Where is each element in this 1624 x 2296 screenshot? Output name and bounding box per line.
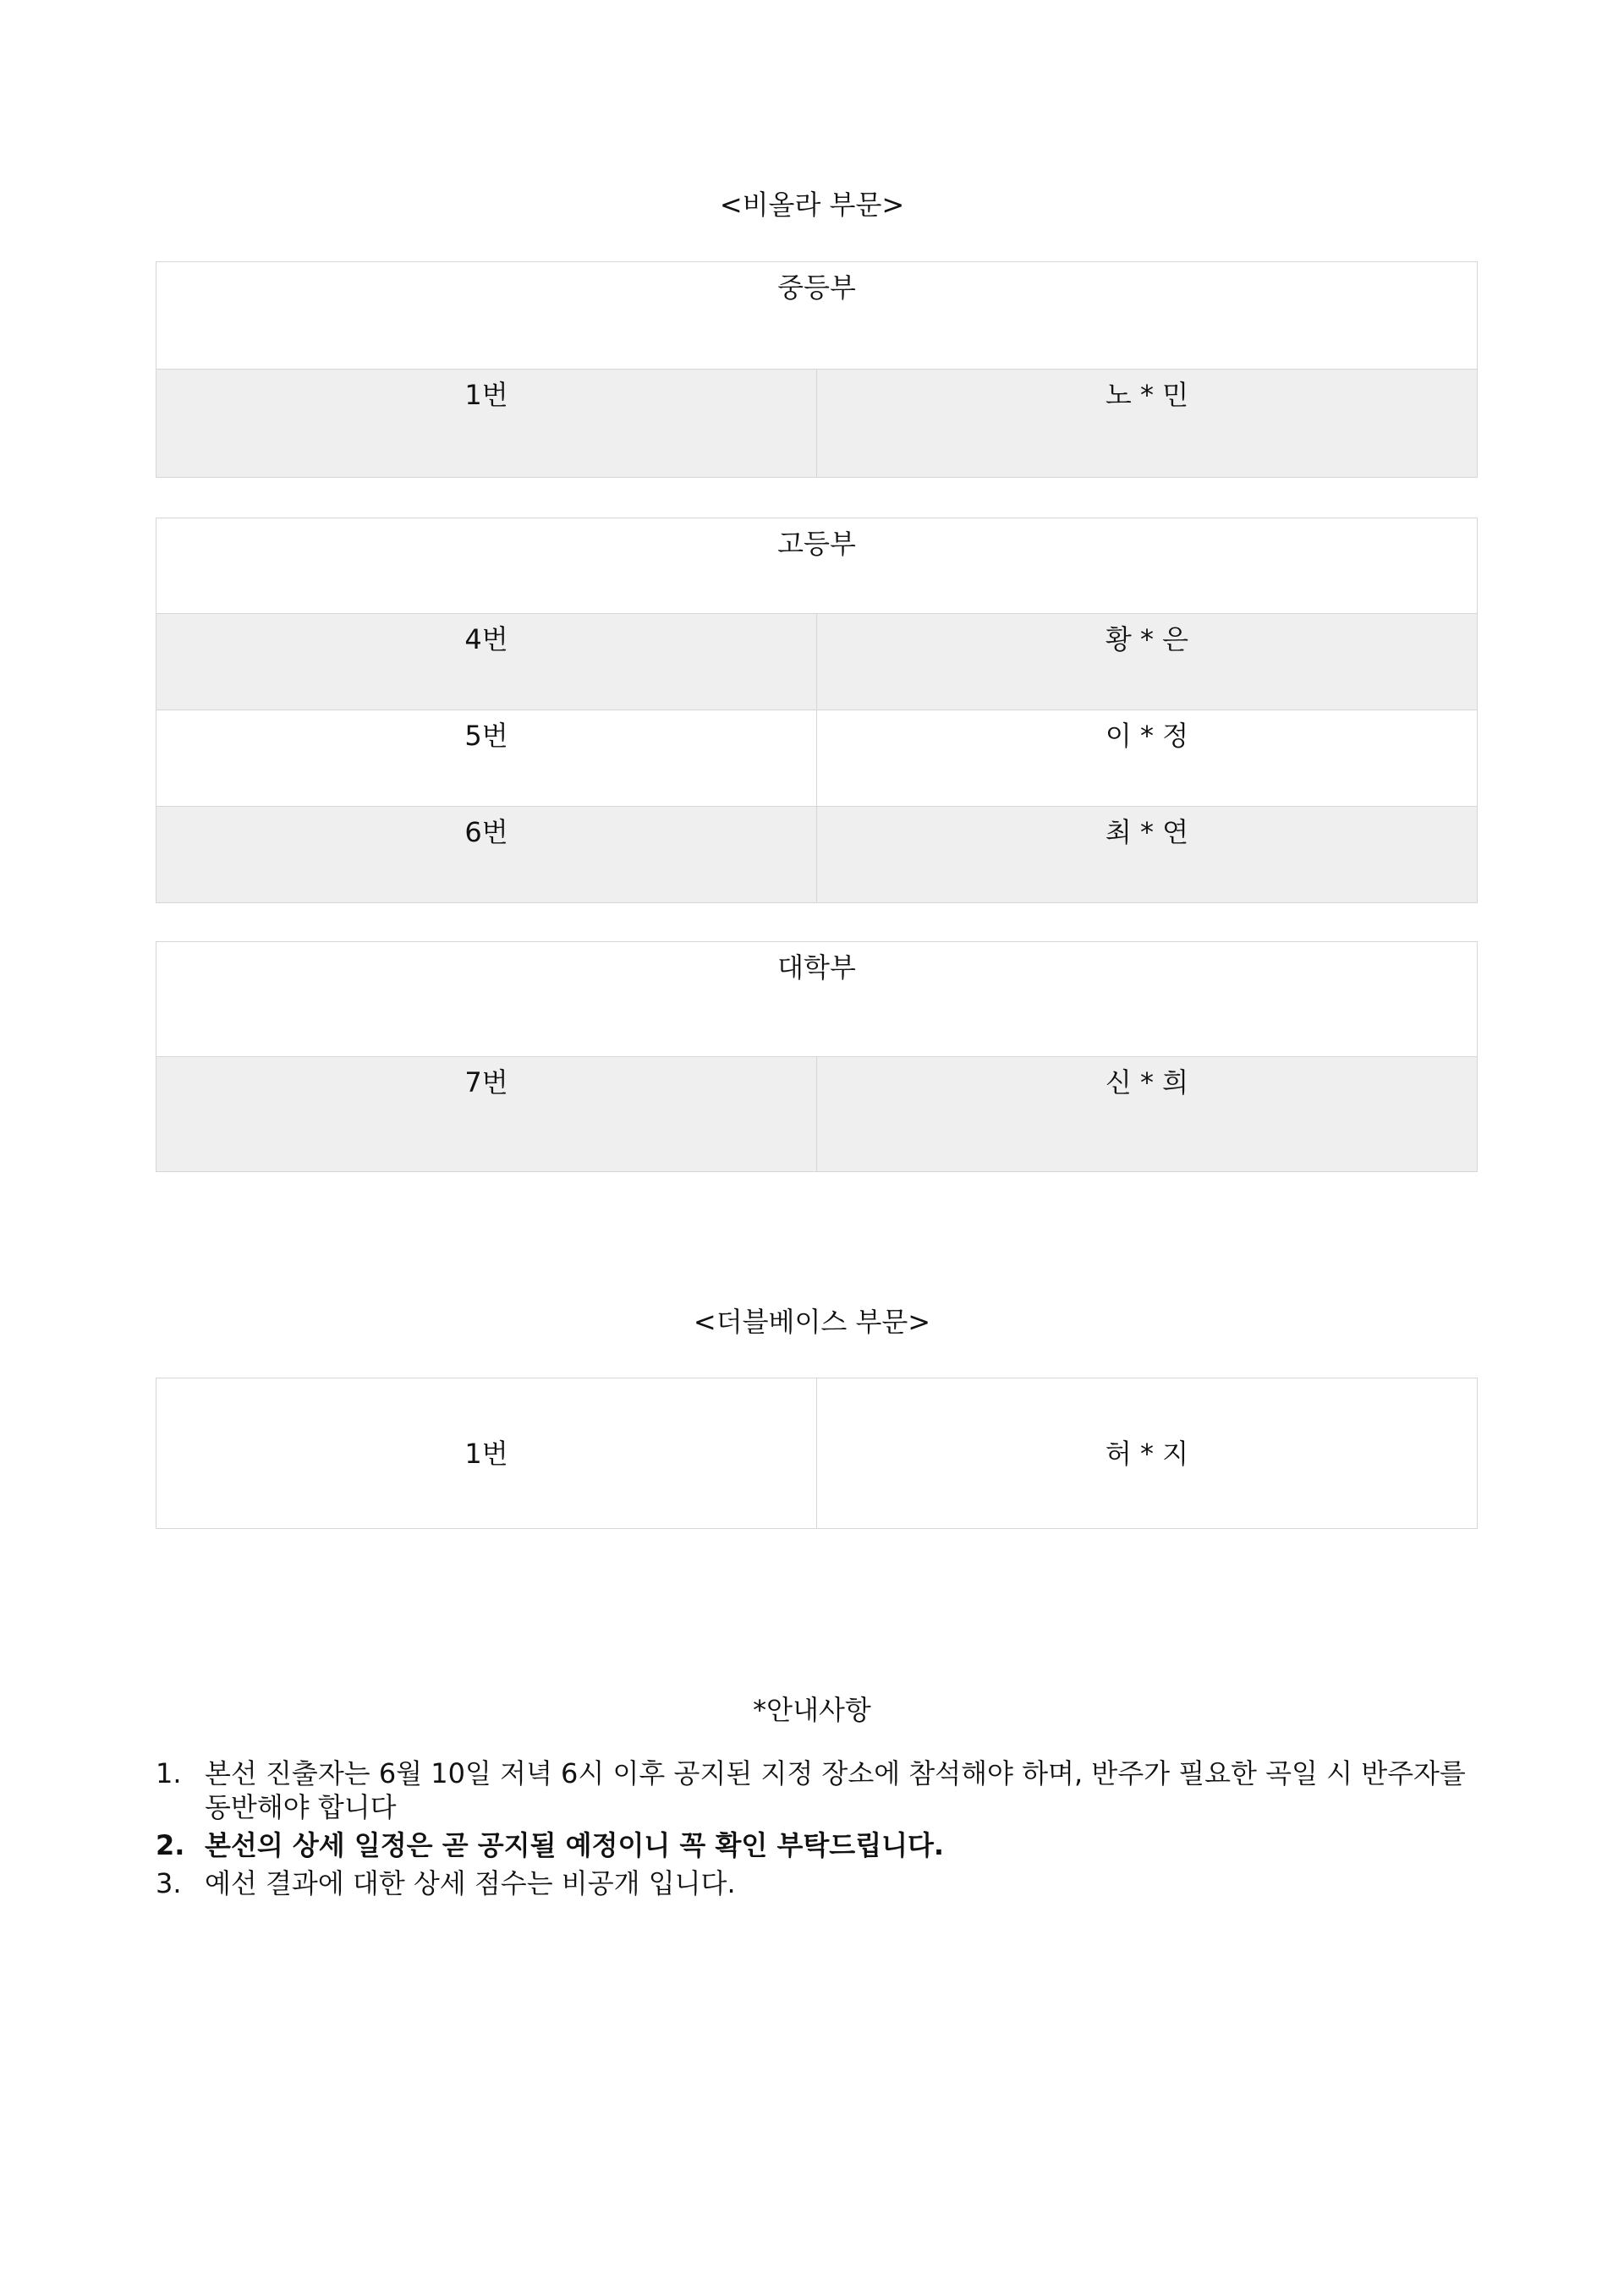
item-number: 2. <box>156 1829 185 1861</box>
table-row <box>156 614 1478 710</box>
entry-name: 황 * 은 <box>817 614 1478 710</box>
item-text: 본선 진출자는 6월 10일 저녁 6시 이후 공지된 지정 장소에 참석해야 하며, 반주가 필요한 곡일 시 반주자를 동반해야 합니다 <box>205 1757 1466 1823</box>
table-row <box>156 807 1478 903</box>
table-row <box>156 710 1478 807</box>
high-school-header: 고등부 <box>156 518 1478 614</box>
table-row <box>156 1057 1478 1172</box>
list-item <box>156 1828 1484 1862</box>
notice-list <box>156 1756 1484 1904</box>
entry-name: 허 * 지 <box>817 1378 1478 1529</box>
college-header: 대학부 <box>156 942 1478 1057</box>
entry-number: 4번 <box>156 614 817 710</box>
viola-middle-table <box>156 261 1478 478</box>
viola-section-title: <비올라 부문> <box>719 189 905 221</box>
entry-number: 5번 <box>156 710 817 807</box>
viola-high-table <box>156 518 1478 903</box>
table-row <box>156 1378 1478 1529</box>
doublebass-section-title: <더블베이스 부문> <box>693 1306 931 1338</box>
item-number: 3. <box>156 1867 182 1899</box>
entry-number: 1번 <box>156 370 817 478</box>
entry-number: 1번 <box>156 1378 817 1529</box>
item-text: 본선의 상세 일정은 곧 공지될 예정이니 꼭 확인 부탁드립니다. <box>205 1829 945 1861</box>
entry-name: 노 * 민 <box>817 370 1478 478</box>
doublebass-table <box>156 1378 1478 1529</box>
list-item <box>156 1866 1484 1900</box>
entry-name: 이 * 정 <box>817 710 1478 807</box>
entry-number: 6번 <box>156 807 817 903</box>
entry-name: 최 * 연 <box>817 807 1478 903</box>
list-item <box>156 1756 1484 1824</box>
item-number: 1. <box>156 1757 182 1789</box>
table-row <box>156 370 1478 478</box>
middle-school-header: 중등부 <box>156 262 1478 370</box>
item-text: 예선 결과에 대한 상세 점수는 비공개 입니다. <box>205 1867 736 1899</box>
entry-name: 신 * 희 <box>817 1057 1478 1172</box>
notice-title: *안내사항 <box>753 1694 871 1726</box>
entry-number: 7번 <box>156 1057 817 1172</box>
viola-college-table <box>156 941 1478 1172</box>
